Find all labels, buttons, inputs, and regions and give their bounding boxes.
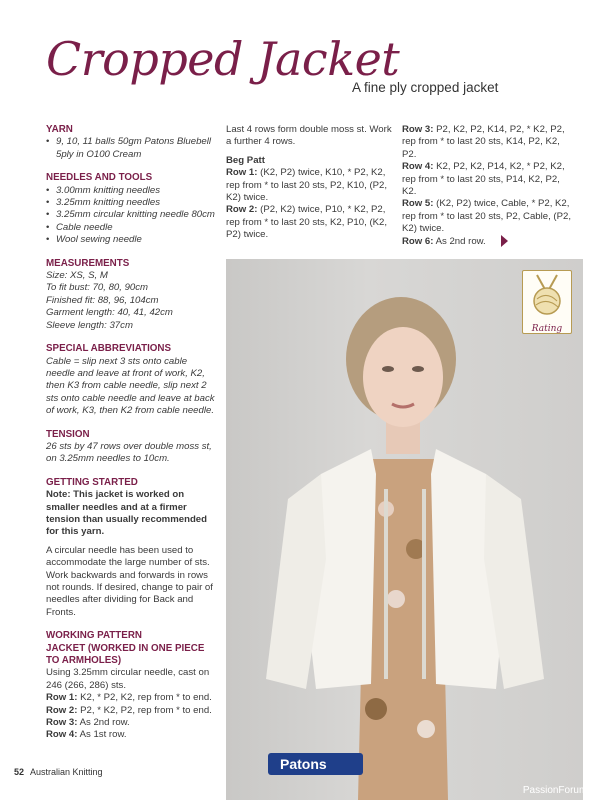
beg-patt-heading: Beg Patt (226, 154, 265, 166)
pattern-row (46, 705, 216, 717)
rating-label: Rating (531, 324, 563, 334)
pattern-row (402, 198, 572, 235)
row-label: Row 6: (402, 235, 434, 247)
row-text: P2, * K2, P2, rep from * to end. (80, 704, 212, 716)
needles-item: • Cable needle (46, 222, 216, 234)
needles-list (46, 185, 216, 247)
model-photo (226, 259, 583, 800)
column-left (46, 124, 216, 742)
pattern-row (226, 204, 396, 241)
tension-heading: TENSION (46, 428, 90, 440)
yarn-ball-icon (523, 271, 571, 319)
row-label: Row 2: (46, 704, 78, 716)
needles-heading: NEEDLES AND TOOLS (46, 172, 153, 184)
getting-started-text: A circular needle has been used to accommodate the large number of sts. Work backwards and forwards in rows not rounds. If desired, change to pair of needles after dividing for Back and Fronts. (46, 544, 213, 618)
pattern-row (402, 236, 572, 248)
cast-on-text: Using 3.25mm circular needle, cast on 246 (266, 286) sts. (46, 667, 210, 691)
needles-item: • Wool sewing needle (46, 234, 216, 246)
continue-arrow-icon (501, 235, 508, 247)
yarn-list (46, 136, 216, 161)
model-illustration (226, 259, 583, 800)
getting-started-heading: GETTING STARTED (46, 476, 138, 488)
row-text: K2, * P2, K2, rep from * to end. (80, 692, 212, 704)
needles-item: • 3.00mm knitting needles (46, 185, 216, 197)
tension-text: 26 sts by 47 rows over double moss st, on 3.25mm needles to 10cm. (46, 440, 212, 465)
page-title: Cropped Jacket (46, 32, 400, 86)
row-label: Row 3: (46, 717, 78, 729)
pattern-row (46, 717, 216, 729)
measurement-line: Finished fit: 88, 96, 104cm (46, 294, 159, 306)
publication-name: Australian Knitting (30, 767, 103, 777)
row-label: Row 5: (402, 198, 434, 210)
row-label: Row 4: (402, 161, 434, 173)
measurement-line: To fit bust: 70, 80, 90cm (46, 282, 149, 294)
rating-badge (522, 270, 572, 334)
yarn-item: • 9, 10, 11 balls 50gm Patons Bluebell 5ply in O100 Cream (46, 136, 216, 161)
jacket-subheading: JACKET (WORKED IN ONE PIECE TO ARMHOLES) (46, 642, 205, 667)
pattern-row (46, 729, 216, 741)
pattern-row (402, 161, 572, 198)
measurements-heading: MEASUREMENTS (46, 257, 130, 269)
row-text: (P2, K2) twice, P10, * K2, P2, rep from * to last 20 sts, K2, P10, (K2, P2) twice. (226, 204, 388, 241)
row-text: K2, P2, K2, P14, K2, * P2, K2, rep from * to last 20 sts, P14, K2, P2, K2. (402, 161, 565, 198)
row-text: (K2, P2) twice, K10, * P2, K2, rep from * to last 20 sts, P2, K10, (P2, K2) twice. (226, 167, 388, 204)
brand-logo: Patons (280, 756, 327, 772)
row-text: As 1st row. (79, 729, 127, 741)
measurement-line: Size: XS, S, M (46, 270, 108, 282)
row-label: Row 1: (46, 692, 78, 704)
row-text: (K2, P2) twice, Cable, * P2, K2, rep from * to last 20 sts, P2, Cable, (P2, K2) twice. (402, 198, 572, 235)
abbreviations-text: Cable = slip next 3 sts onto cable needle and leave at front of work, K2, then K3 from cable needle, slip next 2 sts onto cable needle and leave at back of work, K3, then K2 from cable needle. (46, 355, 215, 417)
row-label: Row 3: (402, 124, 434, 135)
row-text: As 2nd row. (79, 717, 130, 729)
column-right (402, 124, 572, 248)
needles-item: • 3.25mm knitting needles (46, 197, 216, 209)
row-label: Row 4: (46, 729, 78, 741)
working-pattern-heading: WORKING PATTERN (46, 630, 142, 642)
row-label: Row 2: (226, 204, 258, 216)
pattern-row (226, 167, 396, 204)
yarn-heading: YARN (46, 124, 73, 135)
pattern-row (402, 124, 572, 161)
page-subtitle: A fine ply cropped jacket (352, 80, 499, 95)
needles-item: • 3.25mm circular knitting needle 80cm (46, 209, 216, 221)
abbreviations-heading: SPECIAL ABBREVIATIONS (46, 343, 172, 355)
page-number: 52 (14, 767, 25, 777)
pattern-row (46, 692, 216, 704)
row-label: Row 1: (226, 167, 258, 179)
row-text: As 2nd row. (435, 235, 486, 247)
measurement-line: Sleeve length: 37cm (46, 319, 133, 331)
column-middle (226, 124, 396, 242)
row-text: P2, K2, P2, K14, P2, * K2, P2, rep from * to last 20 sts, K14, P2, K2, P2. (402, 124, 565, 160)
getting-started-note: Note: This jacket is worked on smaller needles and at a firmer tension than usually recommended for this yarn. (46, 489, 207, 538)
measurement-line: Garment length: 40, 41, 42cm (46, 307, 173, 319)
page-footer (14, 767, 103, 777)
double-moss-text: Last 4 rows form double moss st. Work a further 4 rows. (226, 124, 392, 148)
watermark: PassionForum.ru (522, 785, 599, 796)
